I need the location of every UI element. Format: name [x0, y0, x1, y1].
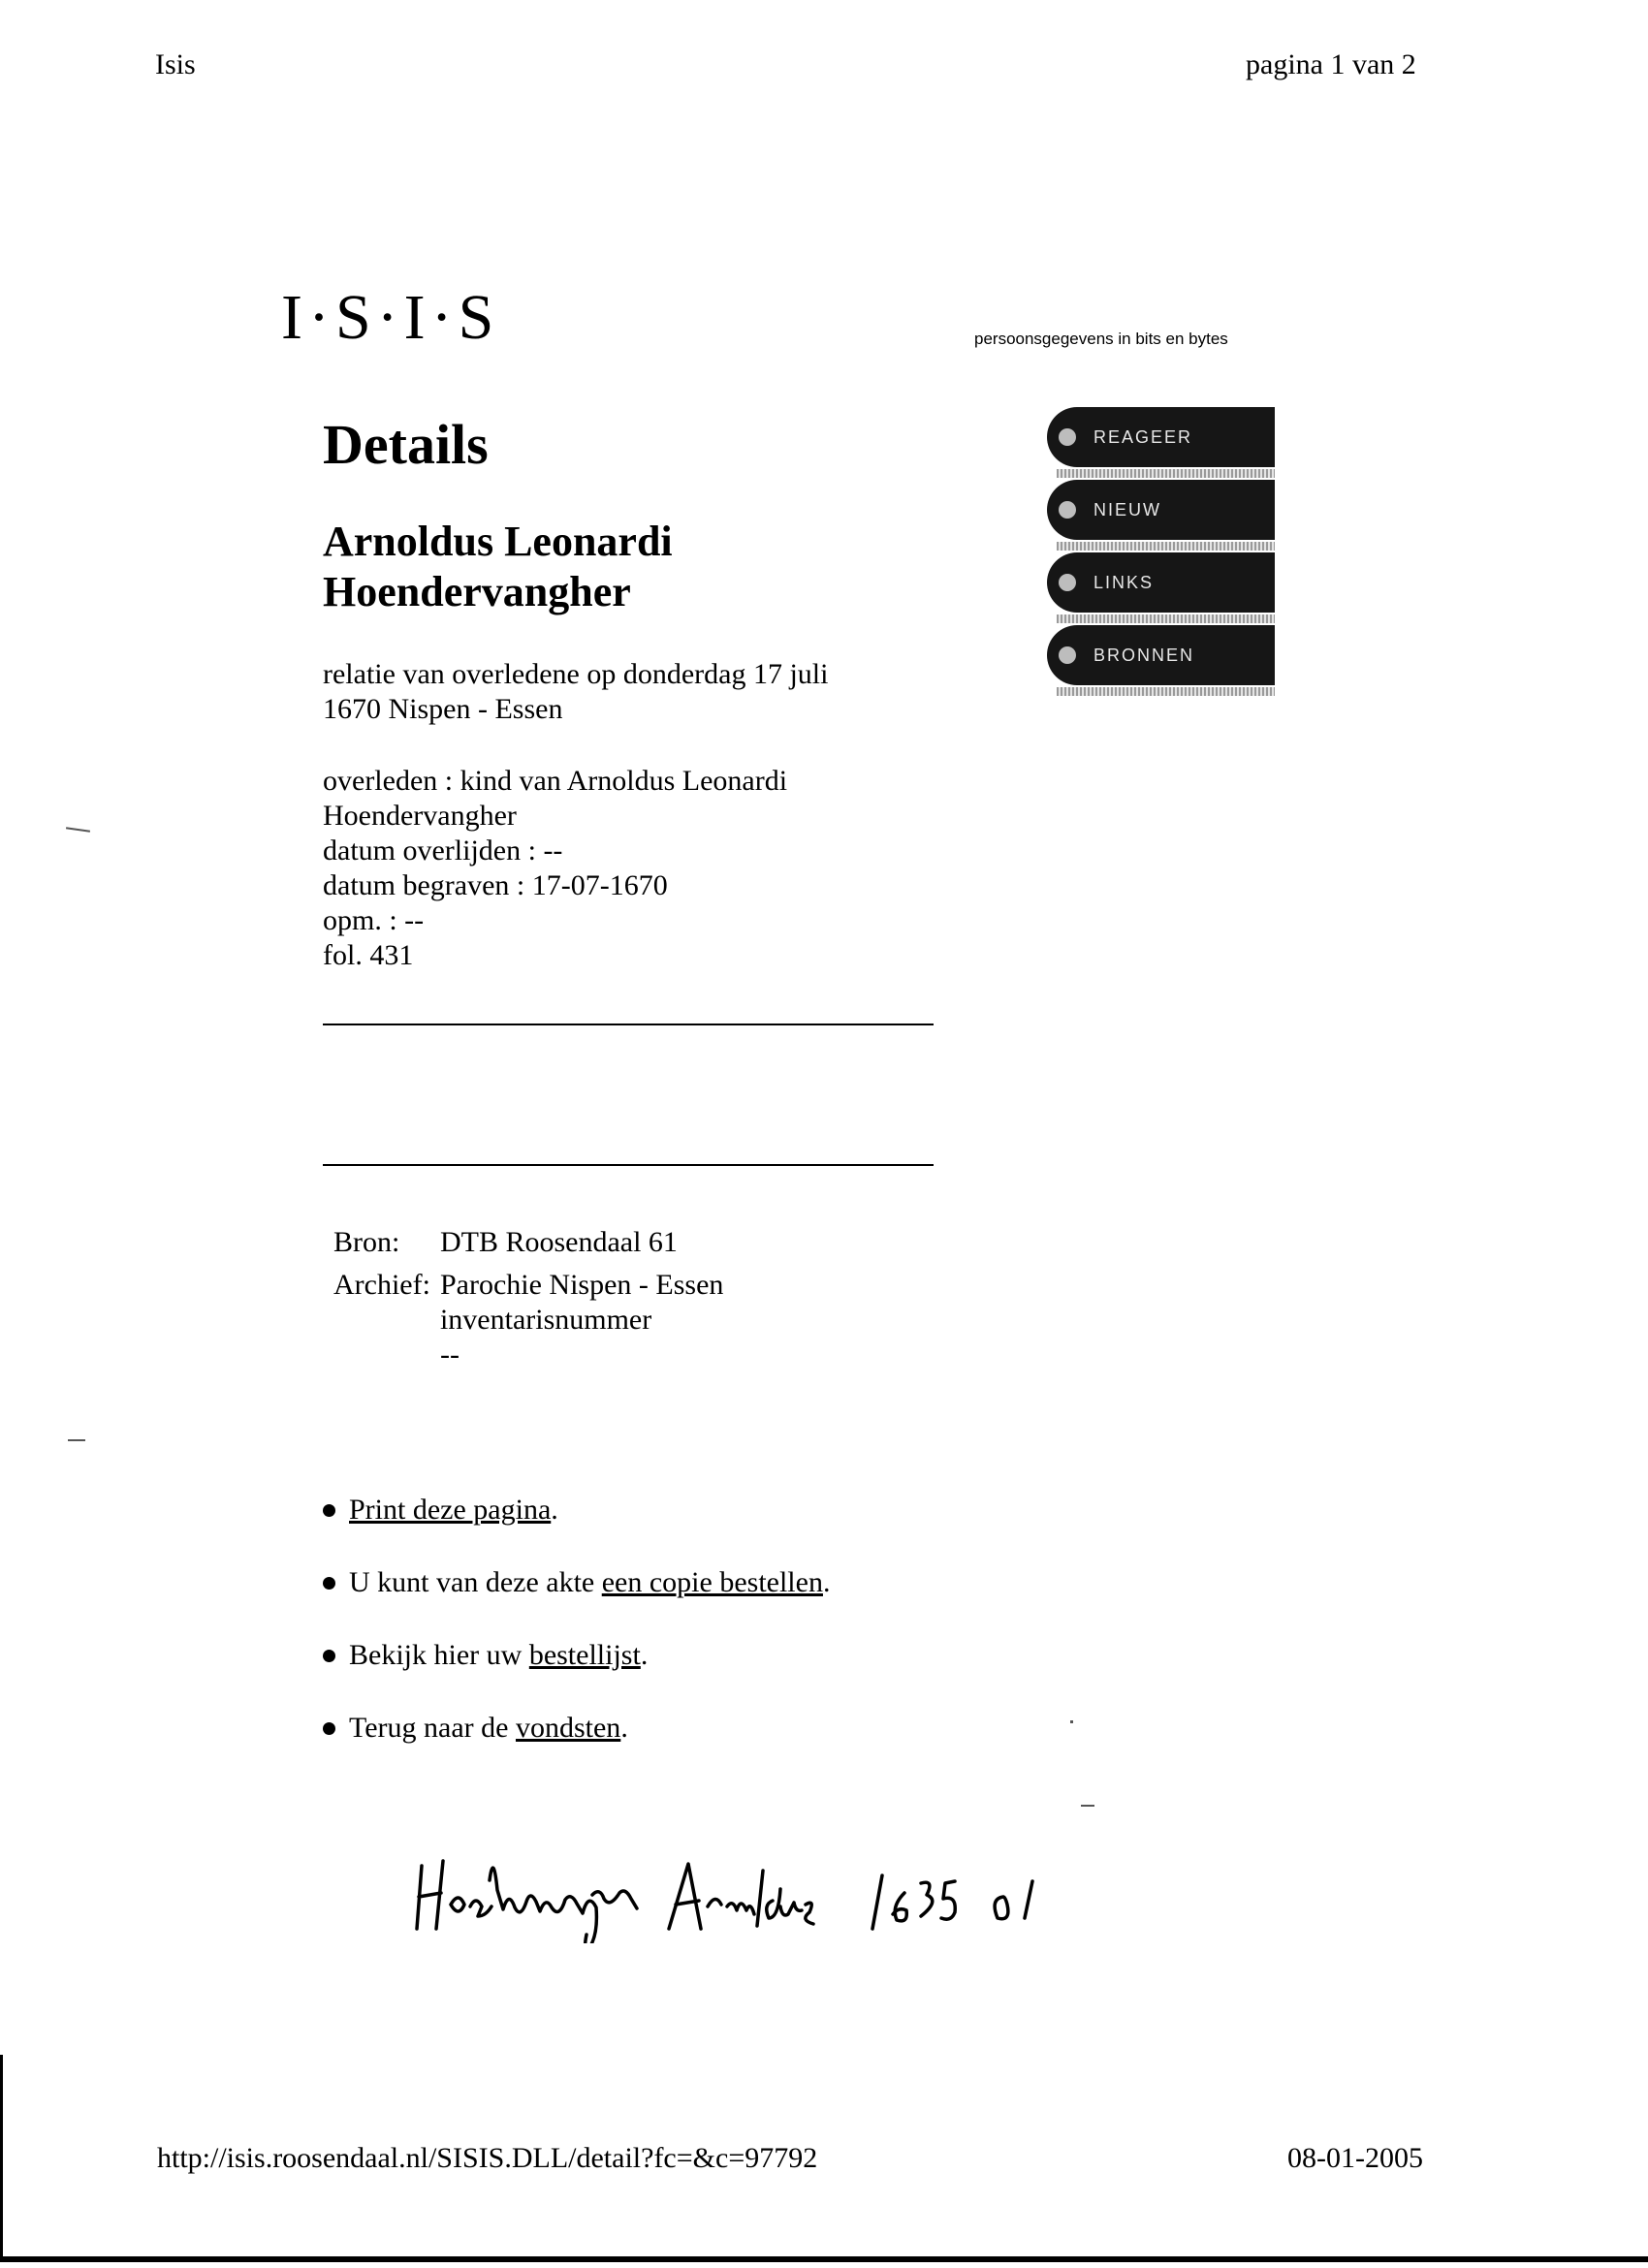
source-row — [333, 1268, 731, 1378]
handwritten-annotation — [412, 1837, 1265, 1943]
scan-edge — [0, 2256, 1648, 2262]
order-copy-link[interactable]: een copie bestellen — [601, 1566, 823, 1598]
scan-edge — [0, 2055, 3, 2258]
scan-speck — [68, 1439, 85, 1441]
record-details — [323, 764, 904, 973]
bullet-icon — [323, 1577, 335, 1590]
order-list-link[interactable]: bestellijst — [528, 1639, 641, 1671]
nav-reageer-button[interactable] — [1047, 407, 1275, 467]
nav-nieuw-button[interactable] — [1047, 480, 1275, 540]
nav-label: NIEUW — [1093, 499, 1161, 520]
scan-speck — [1070, 1720, 1073, 1723]
punctuation: . — [822, 1566, 831, 1598]
nav-label: LINKS — [1093, 572, 1155, 592]
bullet-icon — [323, 1722, 335, 1735]
archief-line: Parochie Nispen - Essen — [439, 1269, 724, 1301]
archief-line: inventarisnummer — [439, 1304, 652, 1336]
punctuation: . — [551, 1494, 558, 1526]
relation-line: 1670 Nispen - Essen — [323, 693, 563, 725]
relation-line: relatie van overledene op donderdag 17 juli — [323, 658, 829, 690]
nav-links-button[interactable] — [1047, 552, 1275, 613]
name-line: Hoendervangher — [323, 568, 631, 615]
back-to-results-link[interactable]: vondsten — [515, 1712, 621, 1744]
bron-value: DTB Roosendaal 61 — [439, 1226, 678, 1258]
footer-date: 08-01-2005 — [1287, 2142, 1423, 2174]
person-name — [323, 517, 866, 617]
bullet-icon — [1059, 501, 1076, 519]
nav-label: REAGEER — [1093, 426, 1193, 447]
footer-url: http://isis.roosendaal.nl/SISIS.DLL/detail?fc=&c=97792 — [157, 2142, 818, 2174]
scan-speck — [66, 827, 90, 832]
record-line: datum begraven : 17-07-1670 — [323, 869, 668, 901]
isis-logo: I·S·I·S — [281, 282, 500, 353]
logo-tagline: persoonsgegevens in bits en bytes — [974, 330, 1228, 348]
print-page-link[interactable]: Print deze pagina — [349, 1494, 552, 1526]
list-item — [323, 1711, 830, 1746]
archief-value — [440, 1268, 731, 1378]
list-item — [323, 1565, 830, 1600]
copy-text: U kunt van deze akte — [349, 1566, 602, 1598]
record-line: datum overlijden : -- — [323, 835, 563, 866]
bullet-icon — [323, 1650, 335, 1662]
nav-bronnen-button[interactable] — [1047, 625, 1275, 685]
bullet-icon — [1059, 428, 1076, 446]
list-item — [323, 1493, 830, 1528]
punctuation: . — [620, 1712, 628, 1744]
nav-label: BRONNEN — [1093, 645, 1195, 665]
back-text: Terug naar de — [349, 1712, 516, 1744]
name-line: Arnoldus Leonardi — [323, 518, 673, 565]
side-nav — [1047, 407, 1275, 698]
record-line: overleden : kind van Arnoldus Leonardi — [323, 765, 788, 797]
archief-label: Archief: — [333, 1269, 430, 1301]
bullet-icon — [1059, 574, 1076, 591]
order-list-text: Bekijk hier uw — [349, 1639, 529, 1671]
record-line: fol. 431 — [323, 939, 414, 971]
bullet-icon — [1059, 646, 1076, 664]
record-line: Hoendervangher — [323, 800, 517, 832]
source-table — [332, 1223, 733, 1380]
page-title: Details — [323, 413, 489, 476]
divider — [323, 1164, 934, 1166]
divider — [323, 1024, 934, 1025]
source-row — [333, 1225, 731, 1266]
list-item — [323, 1638, 830, 1673]
relation-text — [323, 657, 904, 727]
archief-line: -- — [439, 1339, 460, 1370]
punctuation: . — [640, 1639, 649, 1671]
bron-label: Bron: — [333, 1226, 400, 1258]
scan-speck — [1081, 1805, 1094, 1807]
page-header-title: Isis — [155, 48, 196, 80]
bullet-icon — [323, 1504, 335, 1517]
page-number: pagina 1 van 2 — [1246, 48, 1416, 80]
action-links — [323, 1493, 830, 1783]
record-line: opm. : -- — [323, 904, 425, 936]
